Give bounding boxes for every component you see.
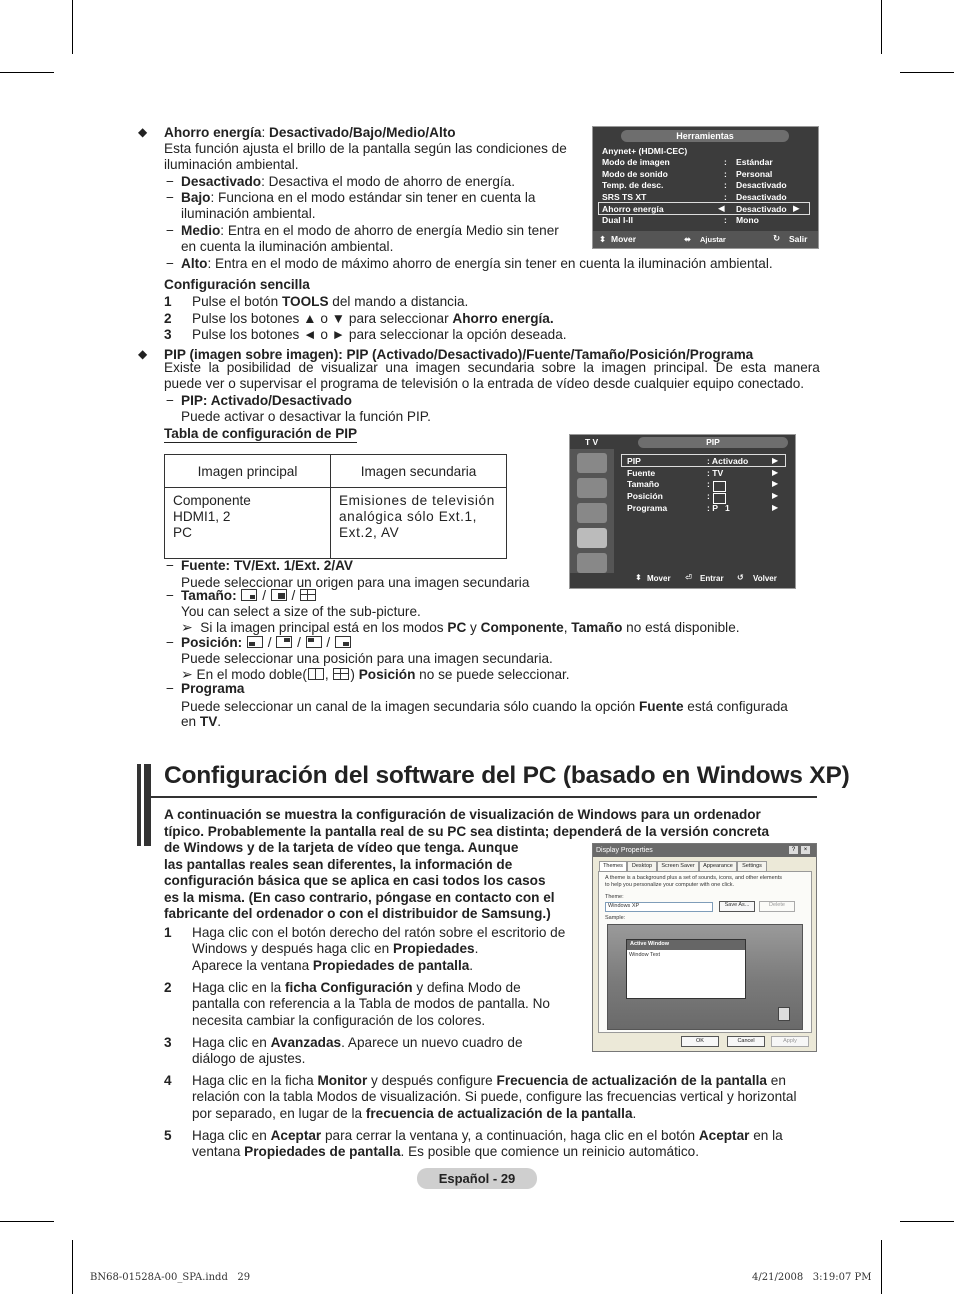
step-number: 4	[164, 1073, 172, 1088]
table-header: Imagen secundaria	[331, 455, 507, 488]
menu-sidebar	[570, 449, 614, 573]
opt-key: Medio	[181, 223, 221, 238]
intro-text: típico. Probablemente la pantalla real de su PC sea distinta; dependerá de la versión concreta	[164, 824, 770, 839]
menu-row-value: Desactivado	[736, 180, 787, 190]
dash: −	[166, 558, 174, 573]
step-text: diálogo de ajustes.	[192, 1051, 306, 1066]
active-window-title: Active Window	[630, 941, 670, 947]
table-cell	[331, 488, 507, 559]
t: Monitor	[317, 1073, 368, 1088]
leftright-arrow-icon: ⬌	[684, 234, 692, 244]
menu-row-value: Desactivado	[736, 192, 787, 202]
crop-mark	[900, 72, 954, 73]
tv-label: T V	[585, 437, 599, 447]
menu-row-value: Personal	[736, 169, 773, 179]
dash: −	[166, 681, 174, 696]
section-marker-bar	[144, 764, 151, 846]
close-icon[interactable]: ×	[801, 846, 810, 854]
posicion-desc: Puede seleccionar una posición para una imagen secundaria.	[181, 651, 553, 666]
table-header: Imagen principal	[165, 455, 331, 488]
sample-window	[626, 939, 746, 999]
pip-pos-top-left-icon	[306, 636, 322, 648]
opt-value: : Entra en el modo de ahorro de energía Medio sin tener	[220, 223, 559, 238]
pip-size-small-icon	[241, 589, 257, 601]
pip-menu-header: PIP	[638, 437, 788, 448]
dash: −	[166, 256, 174, 271]
menu-row-colon: :	[724, 157, 727, 167]
table-cell	[165, 488, 331, 559]
t: Tamaño	[571, 620, 623, 635]
picture-icon	[577, 453, 607, 473]
intro-text: fabricante del ordenador o con el distribuidor de Samsung.)	[164, 906, 551, 921]
right-arrow-icon: ▶	[772, 479, 779, 488]
step-text	[192, 1035, 523, 1051]
ahorro-option	[181, 256, 773, 272]
t: Haga clic en	[192, 1035, 271, 1050]
t: Aceptar	[270, 1128, 322, 1143]
dialog-text: to help you personalize your computer with one click.	[605, 882, 735, 888]
right-arrow-icon: ▶	[772, 468, 779, 477]
config-step	[192, 294, 468, 310]
step-number: 1	[164, 294, 172, 309]
crop-mark	[881, 1240, 882, 1294]
intro-text: de Windows y de la tarjeta de vídeo que tenga. Aunque	[164, 840, 519, 855]
ahorro-option	[181, 174, 515, 190]
posicion-title: Posición: / / /	[181, 635, 352, 651]
right-arrow-icon: ▶	[772, 456, 779, 465]
crop-mark	[881, 0, 882, 54]
menu-row-value: Estándar	[736, 157, 773, 167]
t: .	[217, 714, 222, 729]
menu-row-selected	[621, 454, 786, 467]
return-icon: ↺	[737, 573, 744, 582]
opt-key: Desactivado	[181, 174, 262, 189]
pip-pos-top-right-icon	[276, 636, 292, 648]
menu-row-value: Mono	[736, 215, 759, 225]
programa-title: Programa	[181, 681, 245, 696]
apply-button[interactable]: Apply	[771, 1036, 809, 1047]
dash: −	[166, 393, 174, 408]
menu-row-value: : TV	[707, 468, 724, 478]
posicion-note: ➢ En el modo doble( , ) Posición no se puede seleccionar.	[181, 666, 570, 682]
cell-line: HDMI1, 2	[173, 509, 231, 524]
theme-select[interactable]: Windows XP	[605, 902, 713, 912]
step-text: pantalla con referencia a la Tabla de modos de pantalla. No	[192, 996, 550, 1011]
fuente-title: Fuente: TV/Ext. 1/Ext. 2/AV	[181, 558, 353, 573]
menu-row-colon: :	[724, 215, 727, 225]
opt-key: Bajo	[181, 190, 211, 205]
pip-desc: puede ver o supervisar el programa de televisión o la entrada de vídeo desde cualquier equipo conectado.	[164, 376, 805, 391]
menu-row-label: Fuente	[627, 468, 656, 478]
t: PC	[447, 620, 467, 635]
ahorro-option-cont: iluminación ambiental.	[181, 206, 316, 221]
config-title: Configuración sencilla	[164, 277, 310, 292]
dialog-title: Display Properties	[596, 847, 653, 854]
menu-row-label: PIP	[627, 456, 641, 466]
dash: −	[166, 174, 174, 189]
cell-line: PC	[173, 525, 192, 540]
tamano-desc: You can select a size of the sub-picture.	[181, 604, 421, 619]
step-number: 2	[164, 980, 172, 995]
menu-row-label: Modo de sonido	[602, 169, 668, 179]
dash: −	[166, 635, 174, 650]
t: en la	[749, 1128, 783, 1143]
t: Propiedades	[393, 941, 475, 956]
pip-title: PIP (imagen sobre imagen): PIP (Activado/Desactivado)/Fuente/Tamaño/Posición/Programa	[164, 347, 754, 362]
menu-row-label: Temp. de desc.	[602, 180, 664, 190]
t: .	[474, 941, 479, 956]
programa-desc	[181, 699, 788, 715]
menu-row-colon: :	[724, 180, 727, 190]
cell-line: analógica sólo Ext.1,	[339, 509, 478, 524]
step-text: necesita cambiar la configuración de los colores.	[192, 1013, 486, 1028]
step-number: 3	[164, 327, 172, 342]
right-arrow-icon: ▶	[772, 503, 779, 512]
pip-size-double-icon	[333, 668, 349, 680]
crop-mark	[900, 1221, 954, 1222]
t: )	[350, 667, 359, 682]
t: Posición:	[181, 635, 243, 650]
step-text	[192, 1144, 699, 1160]
menu-row-value: : Activado	[707, 456, 749, 466]
ahorro-option-cont: en cuenta la iluminación ambiental.	[181, 239, 394, 254]
note-arrow-icon: ➢	[181, 619, 193, 635]
tools-menu-footer	[593, 231, 818, 248]
right-arrow-icon: ▶	[793, 203, 800, 213]
tools-menu-screenshot	[592, 126, 819, 249]
opt-value: : Funciona en el modo estándar sin tener en cuenta la	[210, 190, 536, 205]
tamano-note	[181, 619, 740, 636]
t: TV	[199, 714, 218, 729]
theme-label: Theme:	[605, 894, 624, 900]
pip-sub-title: PIP: Activado/Desactivado	[181, 393, 352, 408]
crop-mark	[72, 0, 73, 54]
t: . Aparece un nuevo cuadro de	[341, 1035, 523, 1050]
pip-pos-bottom-left-icon	[247, 636, 263, 648]
t: Fuente	[638, 699, 684, 714]
setup-icon	[577, 528, 607, 548]
pip-desc: Existe la posibilidad de visualizar una imagen secundaria sobre la imagen principal. De esta manera	[164, 360, 820, 375]
note-arrow-icon: ➢	[181, 666, 193, 682]
step-number: 5	[164, 1128, 172, 1143]
pip-size-large-icon	[271, 589, 287, 601]
t: en	[181, 714, 200, 729]
ahorro-title-b: Desactivado/Bajo/Medio/Alto	[269, 125, 456, 140]
opt-value: : Entra en el modo de máximo ahorro de energía sin tener en cuenta la iluminación ambiental.	[207, 256, 773, 271]
ahorro-option	[181, 223, 559, 239]
t: Frecuencia de actualización de la pantalla	[496, 1073, 767, 1088]
dialog-titlebar	[593, 844, 816, 857]
diamond-bullet-icon: ◆	[138, 125, 148, 139]
intro-text: las pantallas reales sean diferentes, la información de	[164, 857, 513, 872]
t: Ahorro energía.	[452, 311, 554, 326]
enter-icon: ⏎	[685, 573, 692, 582]
menu-row-label: Ahorro energía	[602, 204, 664, 214]
step-text	[192, 1073, 786, 1089]
t: Propiedades de pantalla	[312, 958, 470, 973]
pip-pos-bottom-right-icon	[335, 636, 351, 648]
ahorro-option	[181, 190, 535, 206]
t: . Es posible que comience un reinicio automático.	[400, 1144, 700, 1159]
t: Pulse los botones ▲ o ▼ para seleccionar	[192, 311, 453, 326]
opt-value: : Desactiva el modo de ahorro de energía.	[261, 174, 515, 189]
t: Propiedades de pantalla	[244, 1144, 401, 1159]
intro-text: A continuación se muestra la configuración de visualización de Windows para un ordenador	[164, 807, 761, 822]
save-as-button[interactable]: Save As...	[719, 901, 755, 912]
step-text: relación con la tabla Modos de visualización. Si puede, configure las frecuencias vertical y horizontal	[192, 1089, 797, 1104]
t: Haga clic en	[192, 1128, 271, 1143]
t: Aparece la ventana	[192, 958, 313, 973]
sound-icon	[577, 478, 607, 498]
t: ventana	[192, 1144, 245, 1159]
t: Windows y después haga clic en	[192, 941, 393, 956]
input-icon	[577, 553, 607, 573]
menu-row-label: Anynet+ (HDMI-CEC)	[602, 146, 688, 156]
programa-desc	[181, 714, 221, 730]
intro-text: configuración básica que se aplica en casi todos los casos	[164, 873, 546, 888]
pip-table-title: Tabla de configuración de PIP	[164, 426, 358, 441]
t: Pulse el botón	[192, 294, 282, 309]
menu-row-colon: :	[724, 169, 727, 179]
pip-size-double-icon	[300, 589, 316, 601]
step-text	[192, 980, 521, 996]
tab-settings[interactable]: Settings	[737, 861, 767, 872]
menu-row-value: :	[707, 479, 710, 489]
page-number-badge: Español - 29	[417, 1168, 537, 1189]
size-icon	[713, 481, 726, 492]
t: y defina Modo de	[412, 980, 521, 995]
t: Aceptar	[698, 1128, 750, 1143]
t: Componente	[480, 620, 564, 635]
updown-arrow-icon: ⬍	[599, 234, 607, 244]
step-text	[192, 941, 478, 957]
t: no se puede seleccionar.	[415, 667, 570, 682]
delete-button[interactable]: Delete	[759, 901, 795, 912]
pip-menu-footer	[625, 572, 795, 586]
tab-themes[interactable]: Themes	[599, 861, 627, 872]
t: Si la imagen principal está en los modos	[200, 620, 448, 635]
tab-desktop[interactable]: Desktop	[627, 861, 657, 872]
menu-row-label: Dual I-II	[602, 215, 634, 225]
menu-row-label: Tamaño	[627, 479, 660, 489]
tab-appearance[interactable]: Appearance	[699, 861, 737, 872]
footer-timestamp: 4/21/2008 3:19:07 PM	[752, 1272, 872, 1283]
channel-icon	[577, 503, 607, 523]
ahorro-desc: Esta función ajusta el brillo de la pantalla según las condiciones de	[164, 141, 567, 156]
step-number: 3	[164, 1035, 172, 1050]
footer-exit: Salir	[789, 234, 808, 244]
step-text	[192, 958, 473, 974]
crop-mark	[72, 1240, 73, 1294]
intro-text: es la misma. (En caso contrario, póngase en contacto con el	[164, 890, 555, 905]
diamond-bullet-icon: ◆	[138, 347, 148, 361]
menu-row-colon: :	[724, 192, 727, 202]
recycle-bin-icon	[778, 1007, 790, 1021]
t: ,	[563, 620, 572, 635]
sample-label: Sample:	[605, 915, 626, 921]
fuente-desc: Puede seleccionar un origen para una imagen secundaria	[181, 575, 530, 590]
t: Haga clic en la ficha	[192, 1073, 318, 1088]
footer-move: Mover	[611, 234, 637, 244]
t: Avanzadas	[270, 1035, 342, 1050]
ahorro-title-a: Ahorro energía	[164, 125, 262, 140]
cell-line: Ext.2, AV	[339, 525, 400, 540]
step-text: Haga clic con el botón derecho del ratón sobre el escritorio de	[192, 925, 566, 940]
sample-preview	[607, 924, 803, 1030]
menu-row-value: Desactivado	[736, 204, 787, 214]
t: y después configure	[367, 1073, 497, 1088]
t: Haga clic en la	[192, 980, 285, 995]
t: en	[766, 1073, 786, 1088]
t: frecuencia de actualización de la pantalla	[365, 1106, 633, 1121]
t: del mando a distancia.	[328, 294, 469, 309]
right-arrow-icon: ▶	[772, 491, 779, 500]
footer-file: BN68-01528A-00_SPA.indd 29	[90, 1272, 251, 1283]
step-number: 2	[164, 311, 172, 326]
menu-row-label: SRS TS XT	[602, 192, 647, 202]
left-arrow-icon: ◀	[718, 203, 725, 213]
dialog-text: A theme is a background plus a set of sounds, icons, and other elements	[605, 875, 783, 881]
tools-menu-header: Herramientas	[621, 130, 789, 142]
dash: −	[166, 190, 174, 205]
section-rule	[151, 796, 817, 798]
t: está configurada	[683, 699, 788, 714]
t: Tamaño:	[181, 588, 237, 603]
step-text	[192, 1106, 636, 1122]
window-text: Window Text	[629, 952, 661, 958]
t: y	[466, 620, 481, 635]
dash: −	[166, 588, 174, 603]
config-step	[192, 311, 554, 327]
config-step: Pulse los botones ◄ o ► para seleccionar la opción deseada.	[192, 327, 567, 342]
t: .	[469, 958, 474, 973]
ahorro-desc: iluminación ambiental.	[164, 157, 299, 172]
section-marker-bar	[137, 764, 141, 846]
help-icon[interactable]: ?	[789, 846, 798, 854]
crop-mark	[0, 1221, 54, 1222]
footer-adjust: Ajustar	[700, 235, 726, 244]
pip-sub-desc: Puede activar o desactivar la función PIP.	[181, 409, 431, 424]
ahorro-title: Ahorro energía: Desactivado/Bajo/Medio/Alto	[164, 125, 456, 140]
opt-key: Alto	[181, 256, 208, 271]
tamano-title: Tamaño: / /	[181, 588, 317, 604]
t: por separado, en lugar de la	[192, 1106, 366, 1121]
ok-button[interactable]: OK	[681, 1036, 719, 1047]
menu-row-value: :	[707, 491, 710, 501]
t: TOOLS	[281, 294, 329, 309]
display-properties-dialog	[592, 843, 817, 1052]
pip-menu-screenshot	[569, 434, 796, 589]
crop-mark	[0, 72, 54, 73]
t: ficha Configuración	[284, 980, 413, 995]
footer-move: Mover	[647, 574, 671, 583]
menu-row-value: : P 1	[707, 503, 730, 513]
section-title: Configuración del software del PC (basado en Windows XP)	[164, 762, 850, 789]
cancel-button[interactable]: Cancel	[727, 1036, 765, 1047]
footer-enter: Entrar	[700, 574, 724, 583]
t: Puede seleccionar un canal de la imagen secundaria sólo cuando la opción	[181, 699, 639, 714]
exit-icon: ↻	[773, 233, 781, 243]
t: para cerrar la ventana y, a continuación, haga clic en el botón	[321, 1128, 699, 1143]
t: no está disponible.	[622, 620, 740, 635]
pip-config-table	[164, 454, 507, 559]
dash: −	[166, 223, 174, 238]
menu-row-label: Programa	[627, 503, 668, 513]
cell-line: Emisiones de televisión	[339, 493, 495, 508]
menu-row-label: Posición	[627, 491, 663, 501]
updown-arrow-icon: ⬍	[635, 573, 642, 582]
footer-back: Volver	[753, 574, 777, 583]
t: Posición	[358, 667, 416, 682]
menu-row-label: Modo de imagen	[602, 157, 670, 167]
tab-screen-saver[interactable]: Screen Saver	[657, 861, 699, 872]
t: .	[632, 1106, 637, 1121]
t: En el modo doble(	[196, 667, 307, 682]
cell-line: Componente	[173, 493, 251, 508]
step-text	[192, 1128, 783, 1144]
step-number: 1	[164, 925, 172, 940]
pip-size-double-icon	[308, 668, 324, 680]
